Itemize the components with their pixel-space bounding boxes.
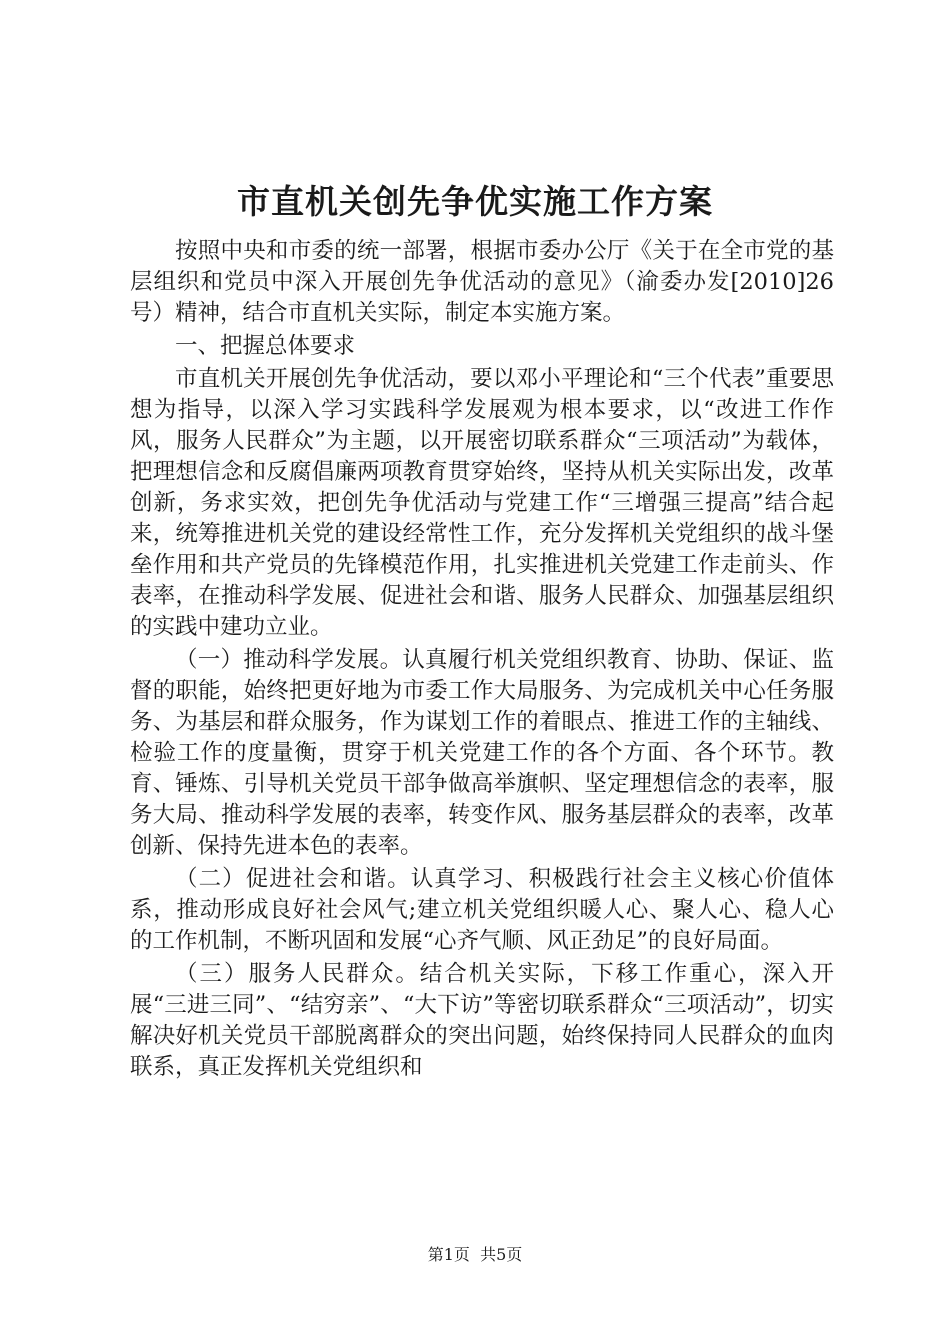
paragraph-intro: 按照中央和市委的统一部署，根据市委办公厅《关于在全市党的基层组织和党员中深入开展创先争优活动的意见》（渝委办发[2010]26号）精神，结合市直机关实际，制定本实施方案。 <box>130 238 834 326</box>
document-title: 市直机关创先争优实施工作方案 <box>237 182 713 221</box>
page-total: 共5页 <box>480 1245 523 1264</box>
paragraph-item-1: （一）推动科学发展。认真履行机关党组织教育、协助、保证、监督的职能，始终把更好地为市委工作大局服务、为完成机关中心任务服务、为基层和群众服务，作为谋划工作的着眼点、推进工作的主轴线、检验工作的度量衡，贯穿于机关党建工作的各个方面、各个环节。教育、锤炼、引导机关党员干部争做高举旗帜、坚定理想信念的表率，服务大局、推动科学发展的表率，转变作风、服务基层群众的表率，改革创新、保持先进本色的表率。 <box>130 647 834 859</box>
page-number: 第1页 <box>427 1245 470 1264</box>
section-heading-1: 一、把握总体要求 <box>175 333 356 359</box>
page-footer <box>0 1244 950 1266</box>
document-body <box>130 236 834 1085</box>
paragraph-item-3: （三）服务人民群众。结合机关实际，下移工作重心，深入开展“三进三同”、“结穷亲”、“大下访”等密切联系群众“三项活动”，切实解决好机关党员干部脱离群众的突出问题，始终保持同人民群众的血肉联系，真正发挥机关党组织和 <box>130 961 834 1080</box>
paragraph-item-2: （二）促进社会和谐。认真学习、积极践行社会主义核心价值体系，推动形成良好社会风气;建立机关党组织暖人心、聚人心、稳人心的工作机制，不断巩固和发展“心齐气顺、风正劲足”的良好局面。 <box>130 866 834 954</box>
paragraph-overall-requirements: 市直机关开展创先争优活动，要以邓小平理论和“三个代表”重要思想为指导，以深入学习实践科学发展观为根本要求，以“改进工作作风，服务人民群众”为主题，以开展密切联系群众“三项活动”为载体，把理想信念和反腐倡廉两项教育贯穿始终，坚持从机关实际出发，改革创新，务求实效，把创先争优活动与党建工作“三增强三提高”结合起来，统筹推进机关党的建设经常性工作，充分发挥机关党组织的战斗堡垒作用和共产党员的先锋模范作用，扎实推进机关党建工作走前头、作表率，在推动科学发展、促进社会和谐、服务人民群众、加强基层组织的实践中建功立业。 <box>130 366 834 640</box>
